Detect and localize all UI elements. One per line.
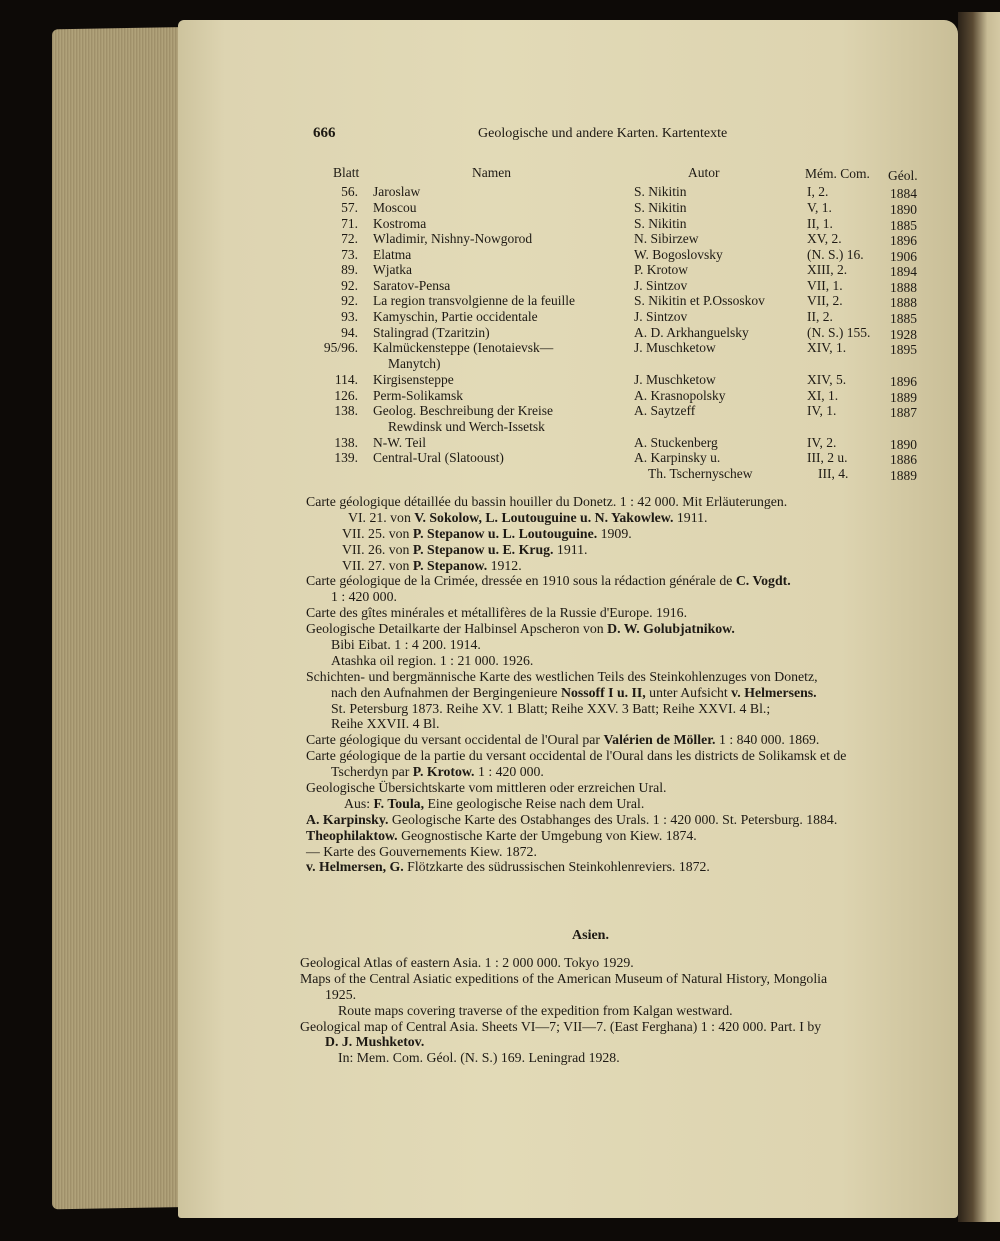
entry-author: P. Stepanow u. E. Krug. bbox=[412, 541, 554, 557]
table-row-name: Kalmückensteppe (Ienotaievsk— bbox=[373, 340, 554, 355]
entry-text: Carte géologique de la Crimée, dressée en 1910 sous la rédaction générale de bbox=[306, 573, 736, 589]
entry-aus bbox=[344, 796, 846, 812]
entry-schichten-3: St. Petersburg 1873. Reihe XV. 1 Blatt; Reihe XXV. 3 Batt; Reihe XXVI. 4 Bl.; bbox=[331, 700, 771, 716]
running-title: Geologische und andere Karten. Kartentexte bbox=[478, 126, 728, 141]
table-row-name: Geolog. Beschreibung der Kreise bbox=[373, 403, 553, 418]
table-row-blatt: 138. bbox=[334, 403, 358, 418]
entry-text: 1 : 840 000. 1869. bbox=[715, 732, 820, 748]
table-row-autor: J. Sintzov bbox=[634, 309, 688, 324]
entry-schichten: Schichten- und bergmännische Karte des westlichen Teils des Steinkohlenzuges von Donetz, bbox=[306, 668, 818, 684]
table-row-year: 1894 bbox=[890, 264, 917, 279]
table-row-blatt: 92. bbox=[341, 278, 358, 293]
entry-author: P. Stepanow. bbox=[412, 557, 488, 573]
table-row-blatt: 95/96. bbox=[323, 340, 358, 355]
entry-central-asia: Geological map of Central Asia. Sheets VI—7; VII—7. (East Ferghana) 1 : 420 000. Part. I by bbox=[300, 1018, 822, 1034]
entry-text: Tscherdyn par bbox=[331, 764, 413, 780]
table-row-autor-continued: Th. Tschernyschew bbox=[648, 466, 753, 481]
entry-vi21 bbox=[348, 510, 846, 526]
entry-text: unter Aufsicht bbox=[645, 684, 732, 700]
table-row-year: 1906 bbox=[890, 249, 917, 264]
table-row-autor: J. Sintzov bbox=[634, 278, 688, 293]
col-header-mem-com: Mém. Com. bbox=[805, 166, 870, 181]
table-row-autor: S. Nikitin bbox=[634, 200, 687, 215]
entry-text: Carte géologique du versant occidental de l'Oural par bbox=[306, 732, 604, 748]
table-row-blatt: 92. bbox=[341, 293, 358, 308]
table-row-mem: XIV, 1. bbox=[807, 340, 847, 355]
table-row-name: N-W. Teil bbox=[373, 435, 427, 450]
table-row-name: La region transvolgienne de la feuille bbox=[373, 293, 576, 308]
entry-apscheron bbox=[306, 621, 846, 637]
table-row-year: 1888 bbox=[890, 280, 917, 295]
entry-karpinsky bbox=[306, 812, 846, 828]
table-row-mem: II, 2. bbox=[807, 309, 833, 324]
entry-vii27 bbox=[342, 558, 846, 574]
entry-author: v. Helmersens. bbox=[731, 684, 817, 700]
entry-solikamsk-2 bbox=[331, 764, 846, 780]
entry-maps: Maps of the Central Asiatic expeditions of the American Museum of Natural History, Mongolia bbox=[300, 970, 828, 986]
entry-year: 1912. bbox=[487, 557, 522, 573]
table-row-blatt: 126. bbox=[334, 388, 358, 403]
book-page bbox=[178, 20, 958, 1218]
table-row-autor: W. Bogoslovsky bbox=[634, 247, 723, 262]
table-row-autor: A. Stuckenberg bbox=[634, 435, 718, 450]
table-row-autor: S. Nikitin bbox=[634, 184, 687, 199]
col-header-autor: Autor bbox=[688, 165, 720, 180]
entry-text: VII. 27. von bbox=[342, 557, 413, 573]
table-row-mem: (N. S.) 155. bbox=[807, 325, 871, 340]
table-row-name: Saratov-Pensa bbox=[373, 278, 451, 293]
entry-bibi: Bibi Eibat. 1 : 4 200. 1914. bbox=[331, 637, 481, 653]
entry-author: D. W. Golubjatnikow. bbox=[607, 621, 735, 637]
table-row-name: Jaroslaw bbox=[373, 184, 421, 199]
table-row-blatt: 71. bbox=[341, 216, 358, 231]
table-row-name: Kamyschin, Partie occidentale bbox=[373, 309, 538, 324]
table-row-name: Moscou bbox=[373, 200, 417, 215]
table-row-blatt: 93. bbox=[341, 309, 358, 324]
col-header-blatt: Blatt bbox=[333, 165, 360, 180]
entry-vii26 bbox=[342, 542, 846, 558]
entry-gites: Carte des gîtes minérales et métallifères de la Russie d'Europe. 1916. bbox=[306, 605, 688, 621]
entry-author: A. Karpinsky. bbox=[306, 811, 389, 827]
table-row-autor: A. Saytzeff bbox=[634, 403, 696, 418]
entry-uebersicht: Geologische Übersichtskarte vom mittleren oder erzreichen Ural. bbox=[306, 780, 667, 796]
entry-kiew: — Karte des Gouvernements Kiew. 1872. bbox=[306, 843, 537, 859]
table-row-mem: IV, 2. bbox=[807, 435, 837, 450]
table-row-year: 1896 bbox=[890, 233, 917, 248]
entry-text: Geologische Karte des Ostabhanges des Urals. 1 : 420 000. St. Petersburg. 1884. bbox=[388, 811, 838, 827]
entry-crimee bbox=[306, 573, 846, 589]
page-header bbox=[313, 125, 728, 142]
table-row-autor: J. Muschketow bbox=[634, 372, 716, 387]
table-row-autor: J. Muschketow bbox=[634, 340, 716, 355]
entry-crimee-scale: 1 : 420 000. bbox=[331, 589, 397, 605]
entry-author: P. Stepanow u. L. Loutouguine. bbox=[412, 525, 598, 541]
entry-text: Aus: bbox=[344, 795, 374, 811]
table-row-name: Stalingrad (Tzaritzin) bbox=[373, 325, 490, 340]
entry-author: D. J. Mushketov. bbox=[325, 1034, 425, 1050]
section-heading-asien: Asien. bbox=[572, 928, 609, 943]
table-row-autor: A. Karpinsky u. bbox=[634, 450, 721, 465]
entry-text: 1 : 420 000. bbox=[474, 764, 544, 780]
table-row-blatt: 56. bbox=[341, 184, 358, 199]
entry-text: Eine geologische Reise nach dem Ural. bbox=[424, 795, 645, 811]
entry-schichten-2 bbox=[331, 685, 846, 701]
table-row-blatt: 139. bbox=[334, 450, 358, 465]
table-row-mem: III, 2 u. bbox=[807, 450, 848, 465]
table-row-mem: XI, 1. bbox=[807, 388, 839, 403]
entry-schichten-4: Reihe XXVII. 4 Bl. bbox=[331, 716, 440, 732]
table-row-year: 1928 bbox=[890, 327, 917, 342]
entry-text: nach den Aufnahmen der Bergingenieure bbox=[331, 684, 561, 700]
col-header-geol: Géol. bbox=[888, 168, 918, 183]
entry-year: 1911. bbox=[673, 509, 708, 525]
table-row-autor: S. Nikitin bbox=[634, 216, 687, 231]
entry-text: Flötzkarte des südrussischen Steinkohlenreviers. 1872. bbox=[403, 859, 710, 875]
table-row-blatt: 57. bbox=[341, 200, 358, 215]
bibliography-section bbox=[306, 494, 846, 875]
table-row-year: 1890 bbox=[890, 202, 917, 217]
table-row-mem: VII, 1. bbox=[807, 278, 843, 293]
table-row-mem: IV, 1. bbox=[807, 403, 837, 418]
table-row-blatt: 138. bbox=[334, 435, 358, 450]
table-row-name-continued: Rewdinsk und Werch-Issetsk bbox=[388, 419, 545, 434]
page-number: 666 bbox=[313, 125, 336, 141]
table-row-name: Central-Ural (Slatooust) bbox=[373, 450, 504, 465]
table-row-year: 1886 bbox=[890, 452, 917, 467]
table-row-autor: P. Krotow bbox=[634, 262, 689, 277]
entry-vii25 bbox=[342, 526, 846, 542]
table-row-blatt: 114. bbox=[334, 372, 358, 387]
table-row-blatt: 94. bbox=[341, 325, 358, 340]
table-row-autor: A. Krasnopolsky bbox=[634, 388, 726, 403]
table-row-mem-continued: III, 4. bbox=[818, 466, 849, 481]
table-row-mem: V, 1. bbox=[807, 200, 832, 215]
asien-section bbox=[300, 955, 827, 1066]
entry-text: VI. 21. von bbox=[348, 509, 415, 525]
table-row-year: 1896 bbox=[890, 374, 917, 389]
table-row-blatt: 73. bbox=[341, 247, 358, 262]
entry-helmersen bbox=[306, 859, 846, 875]
table-row-year-continued: 1889 bbox=[890, 468, 917, 483]
entry-central-asia-author bbox=[325, 1034, 827, 1050]
table-row-name: Kostroma bbox=[373, 216, 427, 231]
table-row-name: Perm-Solikamsk bbox=[373, 388, 463, 403]
entry-author: P. Krotow. bbox=[412, 764, 475, 780]
entry-theophilaktow bbox=[306, 828, 846, 844]
table-row-autor: S. Nikitin et P.Ossoskov bbox=[634, 293, 765, 308]
entry-year: 1911. bbox=[553, 541, 588, 557]
entry-text: VII. 25. von bbox=[342, 525, 413, 541]
entry-author: C. Vogdt. bbox=[735, 573, 791, 589]
entry-year: 1909. bbox=[597, 525, 632, 541]
entry-author: v. Helmersen, G. bbox=[306, 859, 404, 875]
entry-donetz: Carte géologique détaillée du bassin houiller du Donetz. 1 : 42 000. Mit Erläuterungen. bbox=[306, 494, 788, 509]
entry-text: VII. 26. von bbox=[342, 541, 413, 557]
table-row-mem: I, 2. bbox=[807, 184, 829, 199]
table-row-blatt: 72. bbox=[341, 231, 358, 246]
table-row-name: Elatma bbox=[373, 247, 412, 262]
facing-page-edge bbox=[958, 12, 1000, 1222]
table-row-mem: II, 1. bbox=[807, 216, 833, 231]
table-row-mem: XV, 2. bbox=[807, 231, 842, 246]
table-row-year: 1885 bbox=[890, 218, 917, 233]
table-row-mem: (N. S.) 16. bbox=[807, 247, 864, 262]
table-row-year: 1895 bbox=[890, 342, 917, 357]
entry-author: Theophilaktow. bbox=[306, 827, 398, 843]
table-row-autor: N. Sibirzew bbox=[634, 231, 699, 246]
entry-solikamsk: Carte géologique de la partie du versant occidental de l'Oural dans les districts de Solikamsk et de bbox=[306, 748, 847, 764]
entry-author: Nossoff I u. II, bbox=[561, 684, 646, 700]
table-row-year: 1884 bbox=[890, 186, 917, 201]
table-row-name: Wjatka bbox=[373, 262, 412, 277]
entry-central-asia-in: In: Mem. Com. Géol. (N. S.) 169. Leningrad 1928. bbox=[338, 1050, 620, 1066]
entry-atashka: Atashka oil region. 1 : 21 000. 1926. bbox=[331, 652, 534, 668]
table-row-mem: VII, 2. bbox=[807, 293, 843, 308]
entry-atlas: Geological Atlas of eastern Asia. 1 : 2 000 000. Tokyo 1929. bbox=[300, 955, 634, 970]
entry-author: V. Sokolow, L. Loutouguine u. N. Yakowlew. bbox=[414, 509, 674, 525]
table-row-name: Kirgisensteppe bbox=[373, 372, 454, 387]
entry-text: Geologische Detailkarte der Halbinsel Apscheron von bbox=[306, 621, 608, 637]
table-row-year: 1887 bbox=[890, 405, 917, 420]
entry-route: Route maps covering traverse of the expedition from Kalgan westward. bbox=[338, 1002, 733, 1018]
table-row-blatt: 89. bbox=[341, 262, 358, 277]
entry-author: Valérien de Möller. bbox=[603, 732, 716, 748]
table-row-mem: XIII, 2. bbox=[807, 262, 848, 277]
table-row-name-continued: Manytch) bbox=[388, 356, 441, 371]
entry-maps-2: 1925. bbox=[325, 986, 357, 1002]
table-row-year: 1885 bbox=[890, 311, 917, 326]
col-header-namen: Namen bbox=[472, 165, 511, 180]
table-row-year: 1889 bbox=[890, 390, 917, 405]
entry-text: Geognostische Karte der Umgebung von Kiew. 1874. bbox=[397, 827, 697, 843]
table-row-year: 1888 bbox=[890, 295, 917, 310]
table-row-mem: XIV, 5. bbox=[807, 372, 847, 387]
entry-oural bbox=[306, 732, 846, 748]
table-row-autor: A. D. Arkhanguelsky bbox=[634, 325, 749, 340]
table-row-name: Wladimir, Nishny-Nowgorod bbox=[373, 231, 533, 246]
entry-author: F. Toula, bbox=[373, 795, 425, 811]
table-row-year: 1890 bbox=[890, 437, 917, 452]
